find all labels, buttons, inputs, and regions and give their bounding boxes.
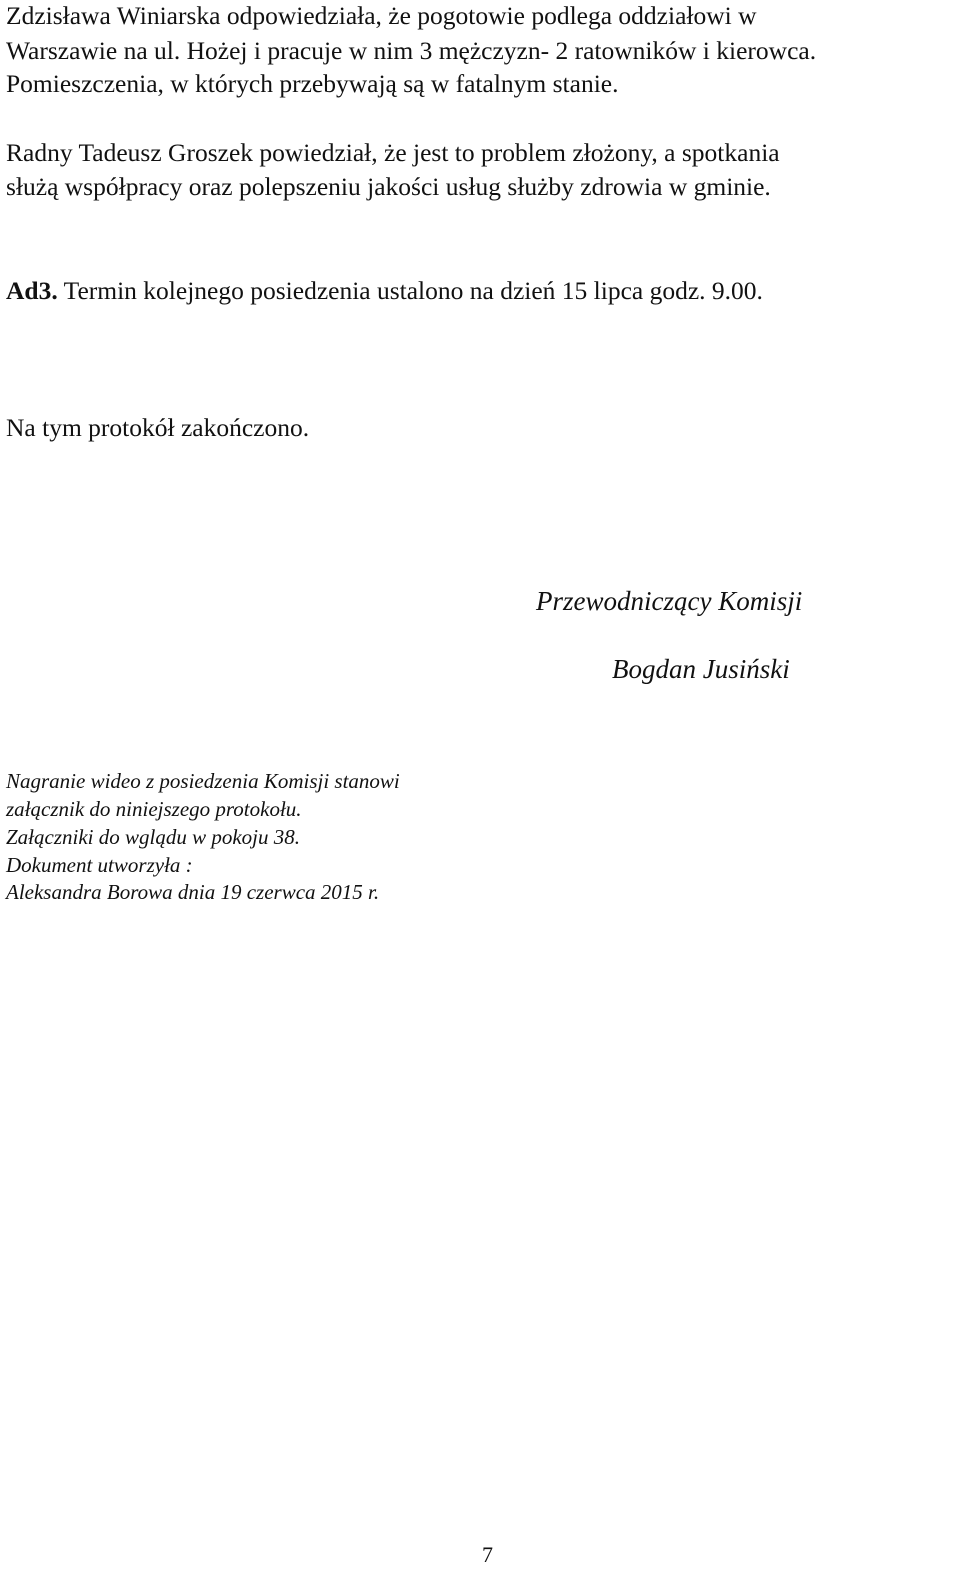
closing-statement: Na tym protokół zakończono. (6, 413, 310, 442)
agenda-item-ad3 (6, 276, 763, 306)
note-line: Nagranie wideo z posiedzenia Komisji stanowi (6, 769, 400, 793)
text-line: Radny Tadeusz Groszek powiedział, że jest to problem złożony, a spotkania (6, 138, 780, 167)
note-line: Dokument utworzyła : (6, 853, 193, 877)
text-line: Pomieszczenia, w których przebywają są w fatalnym stanie. (6, 69, 619, 98)
signature-title: Przewodniczący Komisji (536, 586, 803, 616)
text-line: Warszawie na ul. Hożej i pracuje w nim 3 mężczyzn- 2 ratowników i kierowca. (6, 36, 817, 65)
page-number: 7 (482, 1542, 493, 1567)
text-line: Zdzisława Winiarska odpowiedziała, że pogotowie podlega oddziałowi w (6, 1, 757, 30)
agenda-item-text: Termin kolejnego posiedzenia ustalono na dzień 15 lipca godz. 9.00. (63, 276, 763, 305)
text-line: służą współpracy oraz polepszeniu jakości usług służby zdrowia w gminie. (6, 172, 771, 201)
agenda-item-label: Ad3. (6, 276, 58, 305)
note-line: Aleksandra Borowa dnia 19 czerwca 2015 r. (6, 880, 380, 904)
signature-name: Bogdan Jusiński (612, 654, 790, 684)
note-line: załącznik do niniejszego protokołu. (6, 797, 302, 821)
note-line: Załączniki do wglądu w pokoju 38. (6, 825, 300, 849)
